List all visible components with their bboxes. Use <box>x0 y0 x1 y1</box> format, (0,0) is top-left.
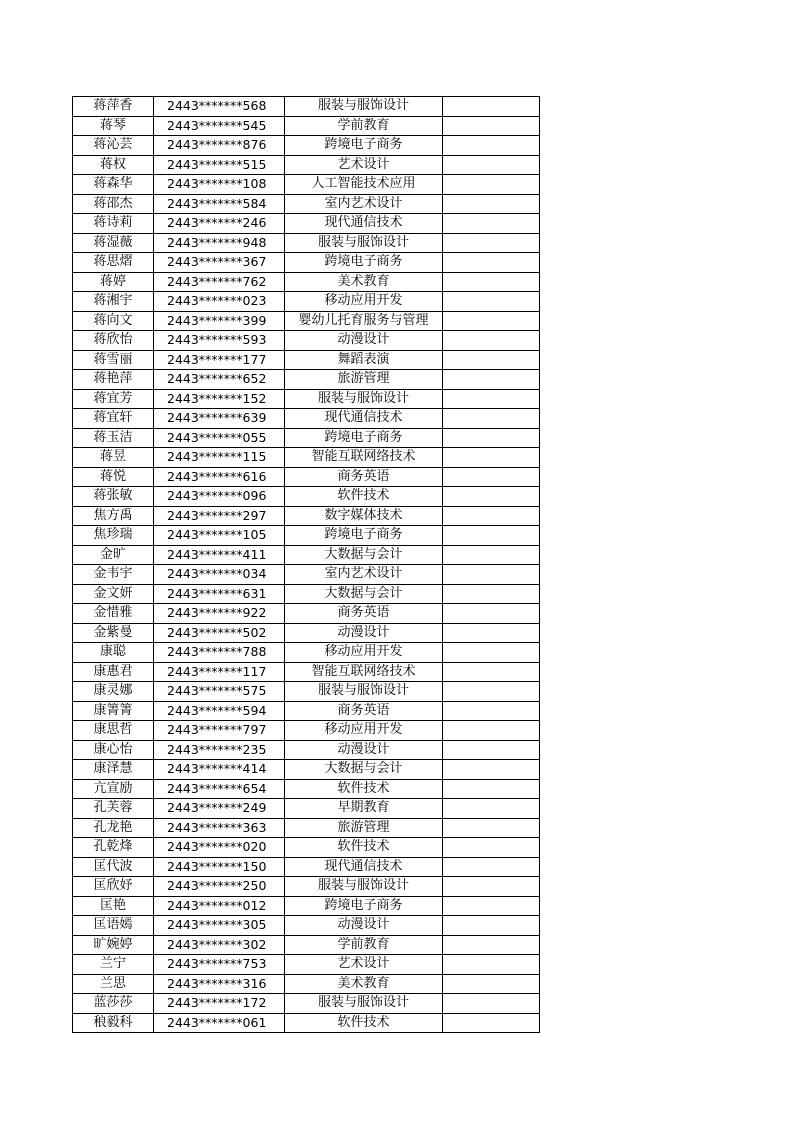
table-row <box>73 467 540 487</box>
name-cell: 蒋邵杰 <box>73 194 154 214</box>
major-cell: 智能互联网络技术 <box>285 662 443 682</box>
id-cell: 2443*******096 <box>154 487 285 507</box>
id-cell: 2443*******061 <box>154 1013 285 1033</box>
empty-cell <box>443 838 540 858</box>
empty-cell <box>443 799 540 819</box>
empty-cell <box>443 253 540 273</box>
student-table <box>72 96 540 1033</box>
table-row <box>73 740 540 760</box>
id-cell: 2443*******249 <box>154 799 285 819</box>
empty-cell <box>443 779 540 799</box>
table-row <box>73 896 540 916</box>
empty-cell <box>443 409 540 429</box>
major-cell: 移动应用开发 <box>285 292 443 312</box>
empty-cell <box>443 526 540 546</box>
major-cell: 商务英语 <box>285 701 443 721</box>
empty-cell <box>443 136 540 156</box>
major-cell: 移动应用开发 <box>285 721 443 741</box>
name-cell: 康泽慧 <box>73 760 154 780</box>
table-row <box>73 955 540 975</box>
table-row <box>73 818 540 838</box>
name-cell: 蒋沁芸 <box>73 136 154 156</box>
empty-cell <box>443 565 540 585</box>
name-cell: 康灵娜 <box>73 682 154 702</box>
major-cell: 跨境电子商务 <box>285 253 443 273</box>
name-cell: 焦方禹 <box>73 506 154 526</box>
major-cell: 服装与服饰设计 <box>285 877 443 897</box>
table-row <box>73 799 540 819</box>
major-cell: 婴幼儿托育服务与管理 <box>285 311 443 331</box>
major-cell: 大数据与会计 <box>285 584 443 604</box>
id-cell: 2443*******108 <box>154 175 285 195</box>
id-cell: 2443*******115 <box>154 448 285 468</box>
id-cell: 2443*******012 <box>154 896 285 916</box>
major-cell: 学前教育 <box>285 935 443 955</box>
table-row <box>73 311 540 331</box>
table-row <box>73 350 540 370</box>
name-cell: 蒋宜轩 <box>73 409 154 429</box>
major-cell: 动漫设计 <box>285 623 443 643</box>
table-row <box>73 682 540 702</box>
major-cell: 学前教育 <box>285 116 443 136</box>
name-cell: 匡语嫣 <box>73 916 154 936</box>
table-row <box>73 428 540 448</box>
name-cell: 康箐箐 <box>73 701 154 721</box>
major-cell: 现代通信技术 <box>285 214 443 234</box>
table-row <box>73 1013 540 1033</box>
id-cell: 2443*******593 <box>154 331 285 351</box>
empty-cell <box>443 487 540 507</box>
name-cell: 蓝莎莎 <box>73 994 154 1014</box>
empty-cell <box>443 331 540 351</box>
major-cell: 美术教育 <box>285 272 443 292</box>
id-cell: 2443*******367 <box>154 253 285 273</box>
table-row <box>73 760 540 780</box>
table-row <box>73 409 540 429</box>
empty-cell <box>443 272 540 292</box>
id-cell: 2443*******316 <box>154 974 285 994</box>
name-cell: 金韦宇 <box>73 565 154 585</box>
name-cell: 蒋悦 <box>73 467 154 487</box>
id-cell: 2443*******399 <box>154 311 285 331</box>
id-cell: 2443*******297 <box>154 506 285 526</box>
id-cell: 2443*******616 <box>154 467 285 487</box>
table-row <box>73 116 540 136</box>
name-cell: 孔乾烽 <box>73 838 154 858</box>
table-row <box>73 292 540 312</box>
table-row <box>73 643 540 663</box>
major-cell: 大数据与会计 <box>285 545 443 565</box>
major-cell: 旅游管理 <box>285 818 443 838</box>
empty-cell <box>443 955 540 975</box>
id-cell: 2443*******150 <box>154 857 285 877</box>
empty-cell <box>443 428 540 448</box>
table-row <box>73 331 540 351</box>
empty-cell <box>443 701 540 721</box>
empty-cell <box>443 643 540 663</box>
name-cell: 蒋宜芳 <box>73 389 154 409</box>
table-row <box>73 565 540 585</box>
empty-cell <box>443 506 540 526</box>
major-cell: 现代通信技术 <box>285 409 443 429</box>
name-cell: 金文妍 <box>73 584 154 604</box>
empty-cell <box>443 214 540 234</box>
empty-cell <box>443 857 540 877</box>
name-cell: 匡艳 <box>73 896 154 916</box>
table-row <box>73 916 540 936</box>
id-cell: 2443*******246 <box>154 214 285 234</box>
empty-cell <box>443 155 540 175</box>
empty-cell <box>443 604 540 624</box>
table-row <box>73 584 540 604</box>
name-cell: 康思哲 <box>73 721 154 741</box>
name-cell: 蒋琴 <box>73 116 154 136</box>
id-cell: 2443*******594 <box>154 701 285 721</box>
table-row <box>73 448 540 468</box>
id-cell: 2443*******117 <box>154 662 285 682</box>
id-cell: 2443*******584 <box>154 194 285 214</box>
student-table-body <box>73 97 540 1033</box>
major-cell: 人工智能技术应用 <box>285 175 443 195</box>
empty-cell <box>443 623 540 643</box>
major-cell: 跨境电子商务 <box>285 136 443 156</box>
id-cell: 2443*******172 <box>154 994 285 1014</box>
empty-cell <box>443 760 540 780</box>
name-cell: 蒋张敏 <box>73 487 154 507</box>
major-cell: 动漫设计 <box>285 916 443 936</box>
table-row <box>73 272 540 292</box>
id-cell: 2443*******020 <box>154 838 285 858</box>
table-row <box>73 214 540 234</box>
empty-cell <box>443 877 540 897</box>
name-cell: 蒋玉洁 <box>73 428 154 448</box>
name-cell: 蒋艳萍 <box>73 370 154 390</box>
major-cell: 服装与服饰设计 <box>285 682 443 702</box>
id-cell: 2443*******797 <box>154 721 285 741</box>
name-cell: 蒋森华 <box>73 175 154 195</box>
table-row <box>73 175 540 195</box>
empty-cell <box>443 916 540 936</box>
id-cell: 2443*******034 <box>154 565 285 585</box>
id-cell: 2443*******753 <box>154 955 285 975</box>
table-row <box>73 194 540 214</box>
empty-cell <box>443 233 540 253</box>
id-cell: 2443*******654 <box>154 779 285 799</box>
name-cell: 康聪 <box>73 643 154 663</box>
major-cell: 早期教育 <box>285 799 443 819</box>
major-cell: 现代通信技术 <box>285 857 443 877</box>
id-cell: 2443*******023 <box>154 292 285 312</box>
empty-cell <box>443 194 540 214</box>
id-cell: 2443*******762 <box>154 272 285 292</box>
name-cell: 蒋湘宇 <box>73 292 154 312</box>
table-row <box>73 370 540 390</box>
major-cell: 大数据与会计 <box>285 760 443 780</box>
id-cell: 2443*******414 <box>154 760 285 780</box>
id-cell: 2443*******411 <box>154 545 285 565</box>
empty-cell <box>443 175 540 195</box>
table-row <box>73 97 540 117</box>
id-cell: 2443*******788 <box>154 643 285 663</box>
empty-cell <box>443 935 540 955</box>
name-cell: 蒋欣怡 <box>73 331 154 351</box>
major-cell: 商务英语 <box>285 604 443 624</box>
empty-cell <box>443 389 540 409</box>
empty-cell <box>443 662 540 682</box>
name-cell: 蒋权 <box>73 155 154 175</box>
table-row <box>73 701 540 721</box>
major-cell: 跨境电子商务 <box>285 428 443 448</box>
table-row <box>73 935 540 955</box>
id-cell: 2443*******363 <box>154 818 285 838</box>
name-cell: 蒋思熠 <box>73 253 154 273</box>
id-cell: 2443*******575 <box>154 682 285 702</box>
empty-cell <box>443 896 540 916</box>
name-cell: 蒋诗莉 <box>73 214 154 234</box>
table-row <box>73 233 540 253</box>
name-cell: 兰思 <box>73 974 154 994</box>
empty-cell <box>443 467 540 487</box>
major-cell: 软件技术 <box>285 838 443 858</box>
empty-cell <box>443 97 540 117</box>
table-row <box>73 253 540 273</box>
table-row <box>73 662 540 682</box>
table-row <box>73 545 540 565</box>
id-cell: 2443*******302 <box>154 935 285 955</box>
name-cell: 金紫曼 <box>73 623 154 643</box>
table-row <box>73 857 540 877</box>
table-row <box>73 623 540 643</box>
empty-cell <box>443 311 540 331</box>
empty-cell <box>443 721 540 741</box>
id-cell: 2443*******250 <box>154 877 285 897</box>
major-cell: 软件技术 <box>285 779 443 799</box>
major-cell: 跨境电子商务 <box>285 526 443 546</box>
major-cell: 服装与服饰设计 <box>285 994 443 1014</box>
id-cell: 2443*******305 <box>154 916 285 936</box>
name-cell: 兰宁 <box>73 955 154 975</box>
table-row <box>73 136 540 156</box>
empty-cell <box>443 818 540 838</box>
name-cell: 匡代波 <box>73 857 154 877</box>
empty-cell <box>443 292 540 312</box>
name-cell: 金旷 <box>73 545 154 565</box>
name-cell: 稂毅科 <box>73 1013 154 1033</box>
name-cell: 孔龙艳 <box>73 818 154 838</box>
id-cell: 2443*******545 <box>154 116 285 136</box>
table-row <box>73 974 540 994</box>
major-cell: 室内艺术设计 <box>285 565 443 585</box>
id-cell: 2443*******177 <box>154 350 285 370</box>
id-cell: 2443*******152 <box>154 389 285 409</box>
name-cell: 旷婉婷 <box>73 935 154 955</box>
id-cell: 2443*******055 <box>154 428 285 448</box>
id-cell: 2443*******922 <box>154 604 285 624</box>
major-cell: 服装与服饰设计 <box>285 97 443 117</box>
major-cell: 动漫设计 <box>285 331 443 351</box>
major-cell: 动漫设计 <box>285 740 443 760</box>
id-cell: 2443*******515 <box>154 155 285 175</box>
major-cell: 美术教育 <box>285 974 443 994</box>
name-cell: 金惜雅 <box>73 604 154 624</box>
table-row <box>73 604 540 624</box>
major-cell: 艺术设计 <box>285 955 443 975</box>
table-row <box>73 721 540 741</box>
name-cell: 蒋昱 <box>73 448 154 468</box>
name-cell: 蒋湿薇 <box>73 233 154 253</box>
table-row <box>73 506 540 526</box>
id-cell: 2443*******639 <box>154 409 285 429</box>
major-cell: 服装与服饰设计 <box>285 233 443 253</box>
major-cell: 软件技术 <box>285 1013 443 1033</box>
table-row <box>73 779 540 799</box>
name-cell: 蒋向文 <box>73 311 154 331</box>
name-cell: 蒋婷 <box>73 272 154 292</box>
major-cell: 智能互联网络技术 <box>285 448 443 468</box>
empty-cell <box>443 584 540 604</box>
table-row <box>73 389 540 409</box>
id-cell: 2443*******948 <box>154 233 285 253</box>
empty-cell <box>443 994 540 1014</box>
empty-cell <box>443 974 540 994</box>
name-cell: 匡欣妤 <box>73 877 154 897</box>
major-cell: 数字媒体技术 <box>285 506 443 526</box>
name-cell: 焦珍瑞 <box>73 526 154 546</box>
major-cell: 跨境电子商务 <box>285 896 443 916</box>
empty-cell <box>443 350 540 370</box>
table-row <box>73 838 540 858</box>
empty-cell <box>443 448 540 468</box>
major-cell: 软件技术 <box>285 487 443 507</box>
name-cell: 蒋萍香 <box>73 97 154 117</box>
empty-cell <box>443 370 540 390</box>
id-cell: 2443*******568 <box>154 97 285 117</box>
major-cell: 移动应用开发 <box>285 643 443 663</box>
id-cell: 2443*******502 <box>154 623 285 643</box>
name-cell: 孔芙蓉 <box>73 799 154 819</box>
empty-cell <box>443 1013 540 1033</box>
id-cell: 2443*******652 <box>154 370 285 390</box>
id-cell: 2443*******105 <box>154 526 285 546</box>
table-row <box>73 526 540 546</box>
major-cell: 旅游管理 <box>285 370 443 390</box>
table-row <box>73 877 540 897</box>
name-cell: 亢宣励 <box>73 779 154 799</box>
empty-cell <box>443 682 540 702</box>
table-row <box>73 487 540 507</box>
major-cell: 舞蹈表演 <box>285 350 443 370</box>
id-cell: 2443*******235 <box>154 740 285 760</box>
major-cell: 室内艺术设计 <box>285 194 443 214</box>
name-cell: 康惠君 <box>73 662 154 682</box>
major-cell: 商务英语 <box>285 467 443 487</box>
table-row <box>73 994 540 1014</box>
major-cell: 服装与服饰设计 <box>285 389 443 409</box>
name-cell: 蒋雪丽 <box>73 350 154 370</box>
name-cell: 康心怡 <box>73 740 154 760</box>
empty-cell <box>443 545 540 565</box>
id-cell: 2443*******631 <box>154 584 285 604</box>
empty-cell <box>443 116 540 136</box>
major-cell: 艺术设计 <box>285 155 443 175</box>
table-row <box>73 155 540 175</box>
id-cell: 2443*******876 <box>154 136 285 156</box>
empty-cell <box>443 740 540 760</box>
